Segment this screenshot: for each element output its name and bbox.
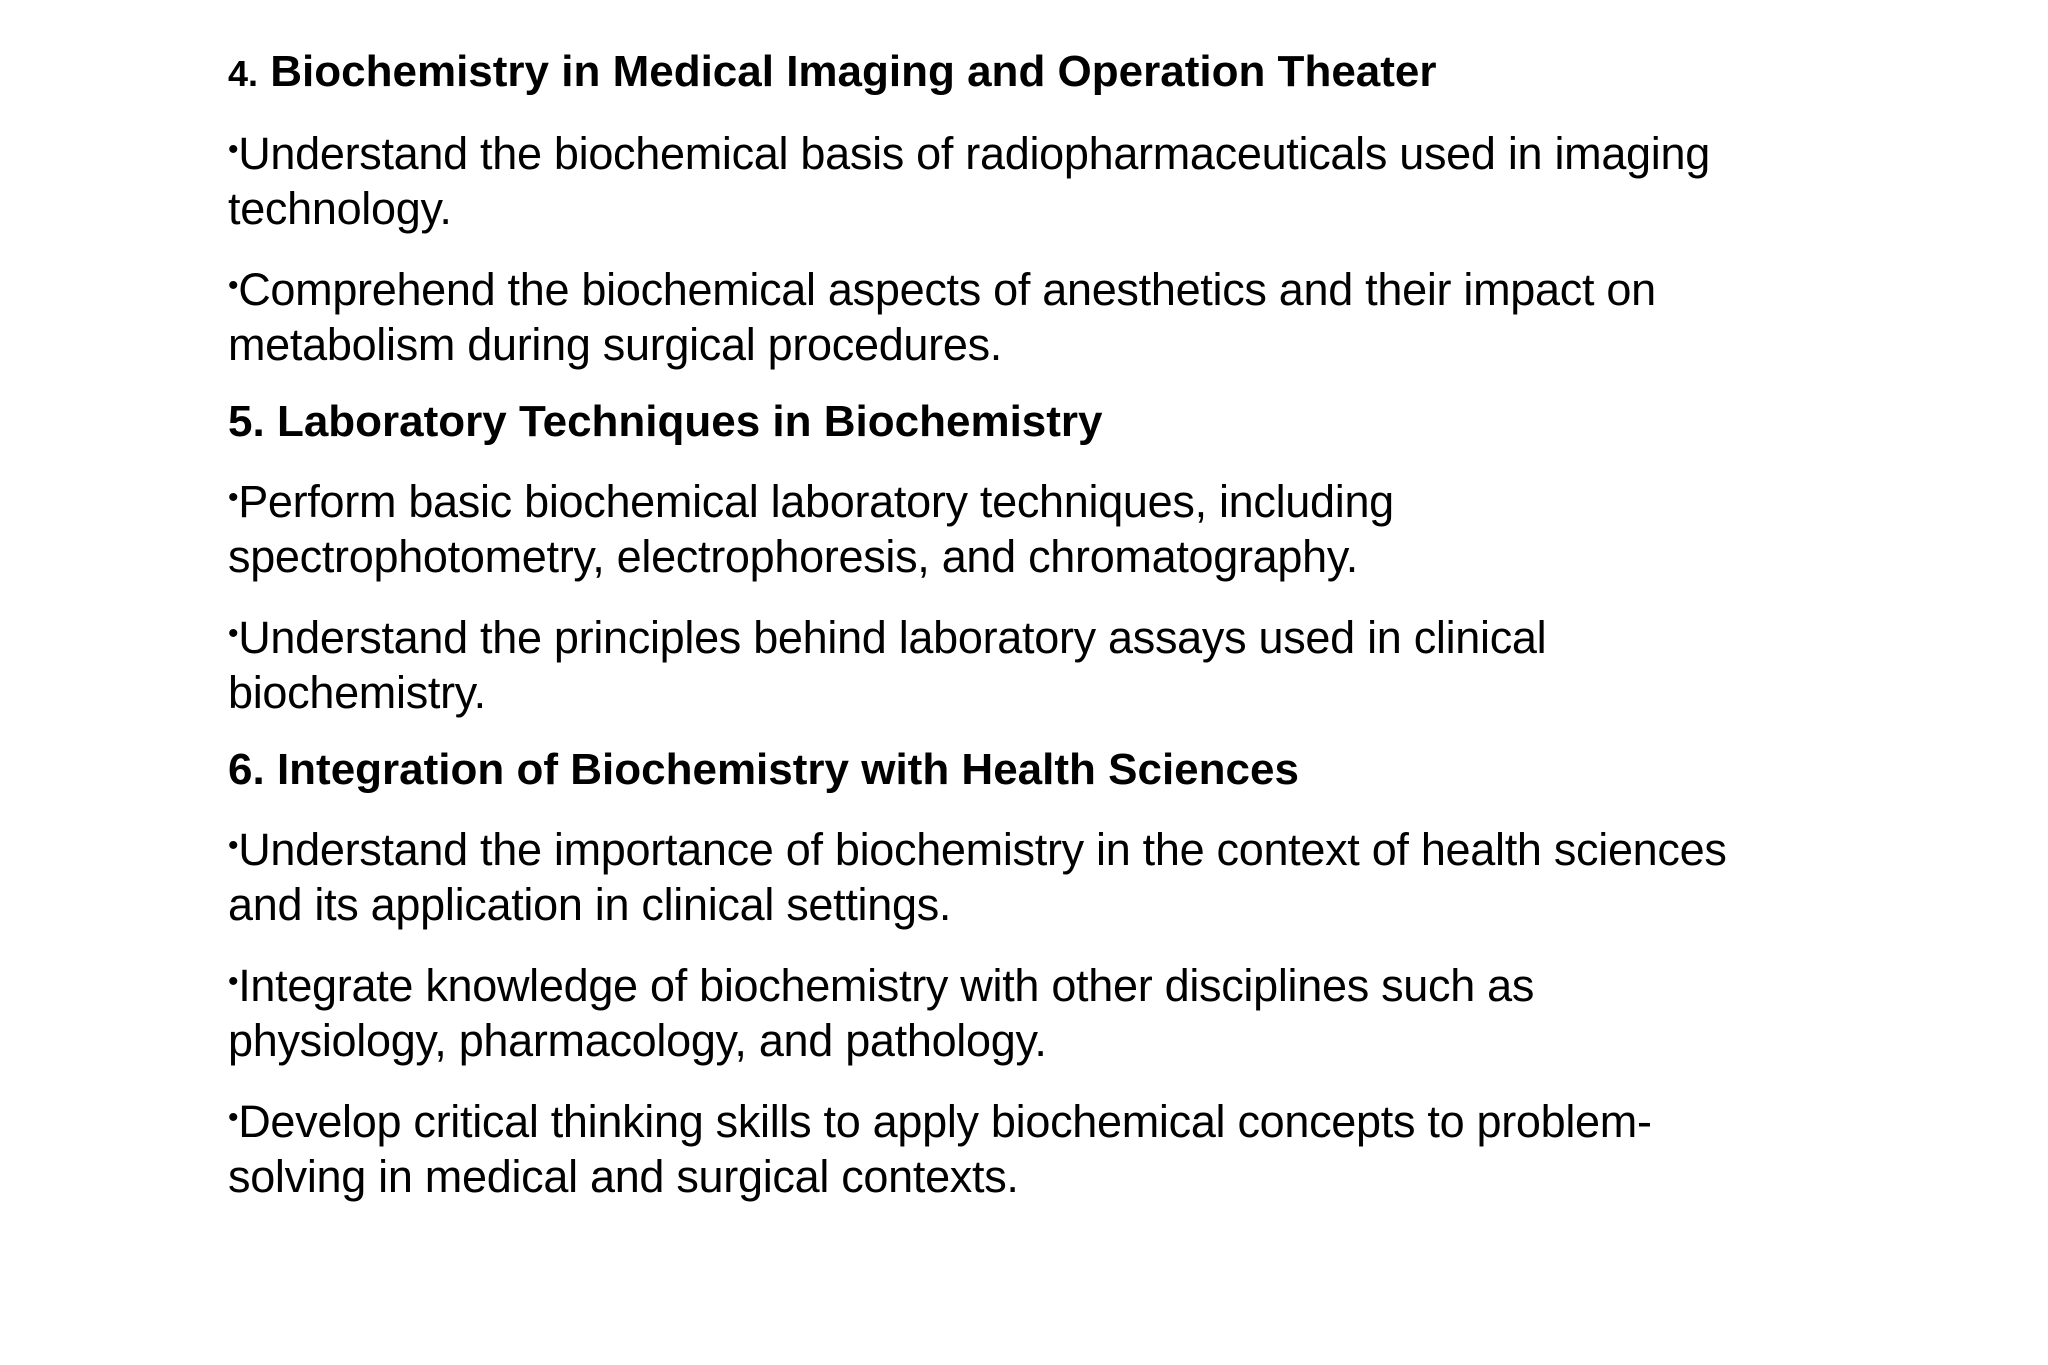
bullet-dot: • xyxy=(228,1101,239,1134)
bullet-item xyxy=(228,954,1728,1068)
bullet-dot: • xyxy=(228,133,239,166)
section-title: Laboratory Techniques in Biochemistry xyxy=(276,397,1103,446)
bullet-dot: • xyxy=(228,481,239,514)
section-heading-5 xyxy=(228,394,1728,450)
bullet-text: Understand the biochemical basis of radiopharmaceuticals used in imaging technology. xyxy=(228,128,1710,234)
bullet-text: Develop critical thinking skills to apply biochemical concepts to problem-solving in medical and surgical contexts. xyxy=(228,1096,1652,1202)
bullet-item xyxy=(228,1090,1728,1204)
bullet-text: Understand the importance of biochemistry in the context of health sciences and its application in clinical settings. xyxy=(228,824,1727,930)
bullet-dot: • xyxy=(228,269,239,302)
bullet-text: Comprehend the biochemical aspects of anesthetics and their impact on metabolism during surgical procedures. xyxy=(228,264,1656,370)
bullet-text: Perform basic biochemical laboratory techniques, including spectrophotometry, electrophoresis, and chromatography. xyxy=(228,476,1394,582)
bullet-dot: • xyxy=(228,829,239,862)
bullet-text: Integrate knowledge of biochemistry with other disciplines such as physiology, pharmacology, and pathology. xyxy=(228,960,1535,1066)
section-title: Integration of Biochemistry with Health Sciences xyxy=(276,745,1299,794)
bullet-dot: • xyxy=(228,965,239,998)
bullet-item xyxy=(228,818,1728,932)
section-number: 5. xyxy=(228,397,265,446)
bullet-item xyxy=(228,470,1728,584)
section-number: 4. xyxy=(228,53,259,94)
bullet-dot: • xyxy=(228,617,239,650)
section-title: Biochemistry in Medical Imaging and Operation Theater xyxy=(270,47,1437,96)
section-number: 6. xyxy=(228,745,265,794)
bullet-item xyxy=(228,606,1728,720)
bullet-item xyxy=(228,258,1728,372)
bullet-text: Understand the principles behind laboratory assays used in clinical biochemistry. xyxy=(228,612,1547,718)
document-content xyxy=(228,44,1728,1226)
section-heading-6 xyxy=(228,742,1728,798)
bullet-item xyxy=(228,122,1728,236)
section-heading-4 xyxy=(228,44,1728,102)
